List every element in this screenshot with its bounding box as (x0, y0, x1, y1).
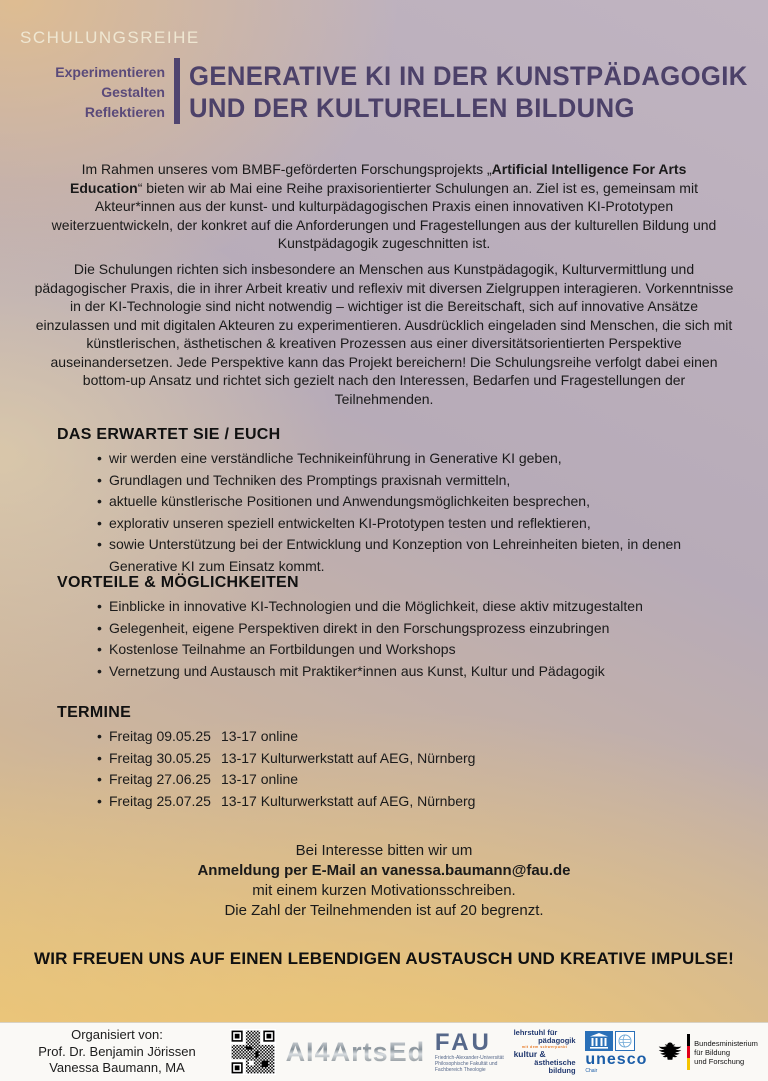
bmbf-line-1: Bundesministerium (694, 1038, 758, 1048)
list-item: • explorativ unseren speziell entwickelten KI-Prototypen testen und reflektieren, (97, 513, 722, 535)
section-heading-erwartet: DAS ERWARTET SIE / EUCH (57, 426, 281, 443)
lehrstuhl-divider: mit dem schwerpunkt (521, 1045, 568, 1049)
list-item: • Grundlagen und Techniken des Promptings praxisnah vermitteln, (97, 470, 722, 492)
intro-p1-project-name: Artificial Intelligence For Arts Education (70, 161, 687, 196)
section-vorteile (57, 574, 722, 682)
organizer-name-1: Prof. Dr. Benjamin Jörissen (38, 1043, 196, 1059)
title-divider-bar (174, 58, 180, 124)
termin-item (97, 791, 722, 813)
fau-wordmark: FAU (434, 1029, 492, 1056)
organizer-credits (14, 1027, 220, 1077)
series-kicker: SCHULUNGSREIHE (20, 28, 200, 47)
page-title (189, 58, 748, 124)
termin-date: Freitag 09.05.25 (109, 728, 211, 744)
termin-info: 13-17 Kulturwerkstatt auf AEG, Nürnberg (221, 749, 476, 766)
section-heading-vorteile: VORTEILE & MÖGLICHKEITEN (57, 574, 299, 591)
unesco-emblem-box (615, 1031, 635, 1051)
list-item: • aktuelle künstlerische Positionen und Anwendungsmöglichkeiten besprechen, (97, 491, 722, 513)
organizer-name-2: Vanessa Baumann, MA (49, 1060, 185, 1076)
lehrstuhl-line-1: lehrstuhl für (513, 1028, 558, 1037)
erwartet-list (57, 448, 722, 577)
lehrstuhl-line-4: ästhetische (534, 1058, 576, 1067)
contact-line-1: Bei Interesse bitten wir um (295, 842, 473, 859)
tagline-line-2: Gestalten (101, 84, 165, 100)
intro-paragraph-1 (44, 160, 724, 253)
qr-code (230, 1029, 276, 1075)
vorteile-list (57, 596, 722, 682)
tagline-line-3: Reflektieren (84, 104, 165, 120)
list-item: • wir werden eine verständliche Technikeinführung in Generative KI geben, (97, 448, 722, 470)
lehrstuhl-line-3: kultur & (513, 1049, 546, 1059)
intro-p1-pre: Im Rahmen unseres vom BMBF-geförderten Forschungsprojekts „ (81, 161, 492, 177)
lehrstuhl-logo (514, 1029, 576, 1075)
contact-line-3: mit einem kurzen Motivationsschreiben. (252, 882, 516, 899)
title-line-1: GENERATIVE KI IN DER KUNSTPÄDAGOGIK (189, 61, 748, 91)
qr-code-icon (230, 1029, 276, 1075)
bmbf-text (694, 1039, 758, 1066)
german-flag-bar (687, 1034, 690, 1070)
header (35, 58, 768, 124)
footer (0, 1022, 768, 1081)
unesco-globe-icon (618, 1034, 632, 1048)
list-item: • Einblicke in innovative KI-Technologien und die Möglichkeit, diese aktiv mitzugestalten (97, 596, 722, 618)
bmbf-line-2: für Bildung (694, 1047, 731, 1057)
termin-date: Freitag 30.05.25 (109, 749, 211, 766)
section-heading-termine: TERMINE (57, 704, 132, 721)
tagline-line-1: Experimentieren (55, 64, 165, 80)
unesco-wordmark: unesco (585, 1050, 648, 1068)
lehrstuhl-line-2: pädagogik (538, 1036, 576, 1045)
contact-email-bold: Anmeldung per E-Mail an vanessa.baumann@fau.de (197, 862, 571, 879)
title-line-2: UND DER KULTURELLEN BILDUNG (189, 93, 635, 123)
lehrstuhl-line-5: bildung (548, 1066, 576, 1075)
bmbf-logo (657, 1034, 758, 1070)
tagline (35, 58, 165, 124)
fau-subline-1: Friedrich-Alexander-Universität (434, 1055, 504, 1061)
list-item: • Gelegenheit, eigene Perspektiven direkt in den Forschungsprozess einzubringen (97, 618, 722, 640)
termin-item (97, 748, 722, 770)
contact-line-4: Die Zahl der Teilnehmenden ist auf 20 begrenzt. (224, 902, 544, 919)
unesco-chair-label: Chair (585, 1067, 598, 1074)
section-termine (57, 704, 722, 812)
list-item: • Vernetzung und Austausch mit Praktiker*innen aus Kunst, Kultur und Pädagogik (97, 661, 722, 683)
fau-subline-2: Philosophische Fakultät und (434, 1061, 498, 1067)
section-erwartet (57, 426, 722, 577)
contact-email-line (0, 861, 768, 881)
termin-item (97, 726, 722, 748)
termin-date: Freitag 27.06.25 (109, 771, 211, 787)
unesco-logo (585, 1031, 647, 1074)
organizer-label: Organisiert von: (71, 1027, 163, 1043)
intro-paragraph-2: Die Schulungen richten sich insbesondere an Menschen aus Kunstpädagogik, Kulturvermittlung und pädagogischer Praxis, die in ihrer Arbeit kreativ und reflexiv mit diversen Zielgruppen interagieren. Vorkenntnisse in der KI-Technologie sind nicht notwendig – wichtiger ist die Bereitschaft, sich auf innovative Ansätze einzulassen und mit digitalen Akteuren zu experimentieren. Ausdrücklich eingeladen sind Menschen, die sich mit künstlerischen, ästhetischen & kreativen Prozessen aus einer diversitätsorientierten Perspektive auseinandersetzen. Jede Perspektive kann das Projekt bereichern! Die Schulungsreihe verfolgt dabei einen bottom-up Ansatz und richtet sich gezielt nach den Interessen, Bedarfen und Fragestellungen der Teilnehmenden. (34, 261, 734, 407)
termin-info: 13-17 online (221, 771, 299, 787)
list-item: • Kostenlose Teilnahme an Fortbildungen und Workshops (97, 639, 722, 661)
termin-info: 13-17 online (221, 728, 299, 744)
fau-subline-3: Fachbereich Theologie (434, 1067, 486, 1073)
ai4artsed-logo: AI4ArtsEd (285, 1036, 426, 1067)
contact-block (0, 841, 768, 921)
termin-info: 13-17 Kulturwerkstatt auf AEG, Nürnberg (221, 792, 476, 809)
list-item: • sowie Unterstützung bei der Entwicklung und Konzeption von Lehreinheiten bieten, in denen Generative KI zum Einsatz kommt. (97, 534, 722, 577)
termin-item (97, 769, 722, 791)
closing-banner: WIR FREUEN UNS AUF EINEN LEBENDIGEN AUSTAUSCH UND KREATIVE IMPULSE! (33, 949, 735, 968)
termine-list (57, 726, 722, 812)
bmbf-eagle-icon (657, 1039, 683, 1065)
bmbf-line-3: und Forschung (694, 1056, 745, 1066)
termin-date: Freitag 25.07.25 (109, 792, 211, 809)
intro-p1-post: “ bieten wir ab Mai eine Reihe praxisorientierter Schulungen an. Ziel ist es, gemeinsam mit Akteur*innen aus der kunst- und kulturpädagogischen Praxis einen innovativen KI-Prototypen weiterzuentwickeln, der konkret auf die Anforderungen und Fragestellungen aus der kulturellen Bildung und Kunstpädagogik zugeschnitten ist. (51, 179, 717, 251)
fau-logo (435, 1031, 504, 1073)
unesco-temple-icon (585, 1031, 613, 1051)
